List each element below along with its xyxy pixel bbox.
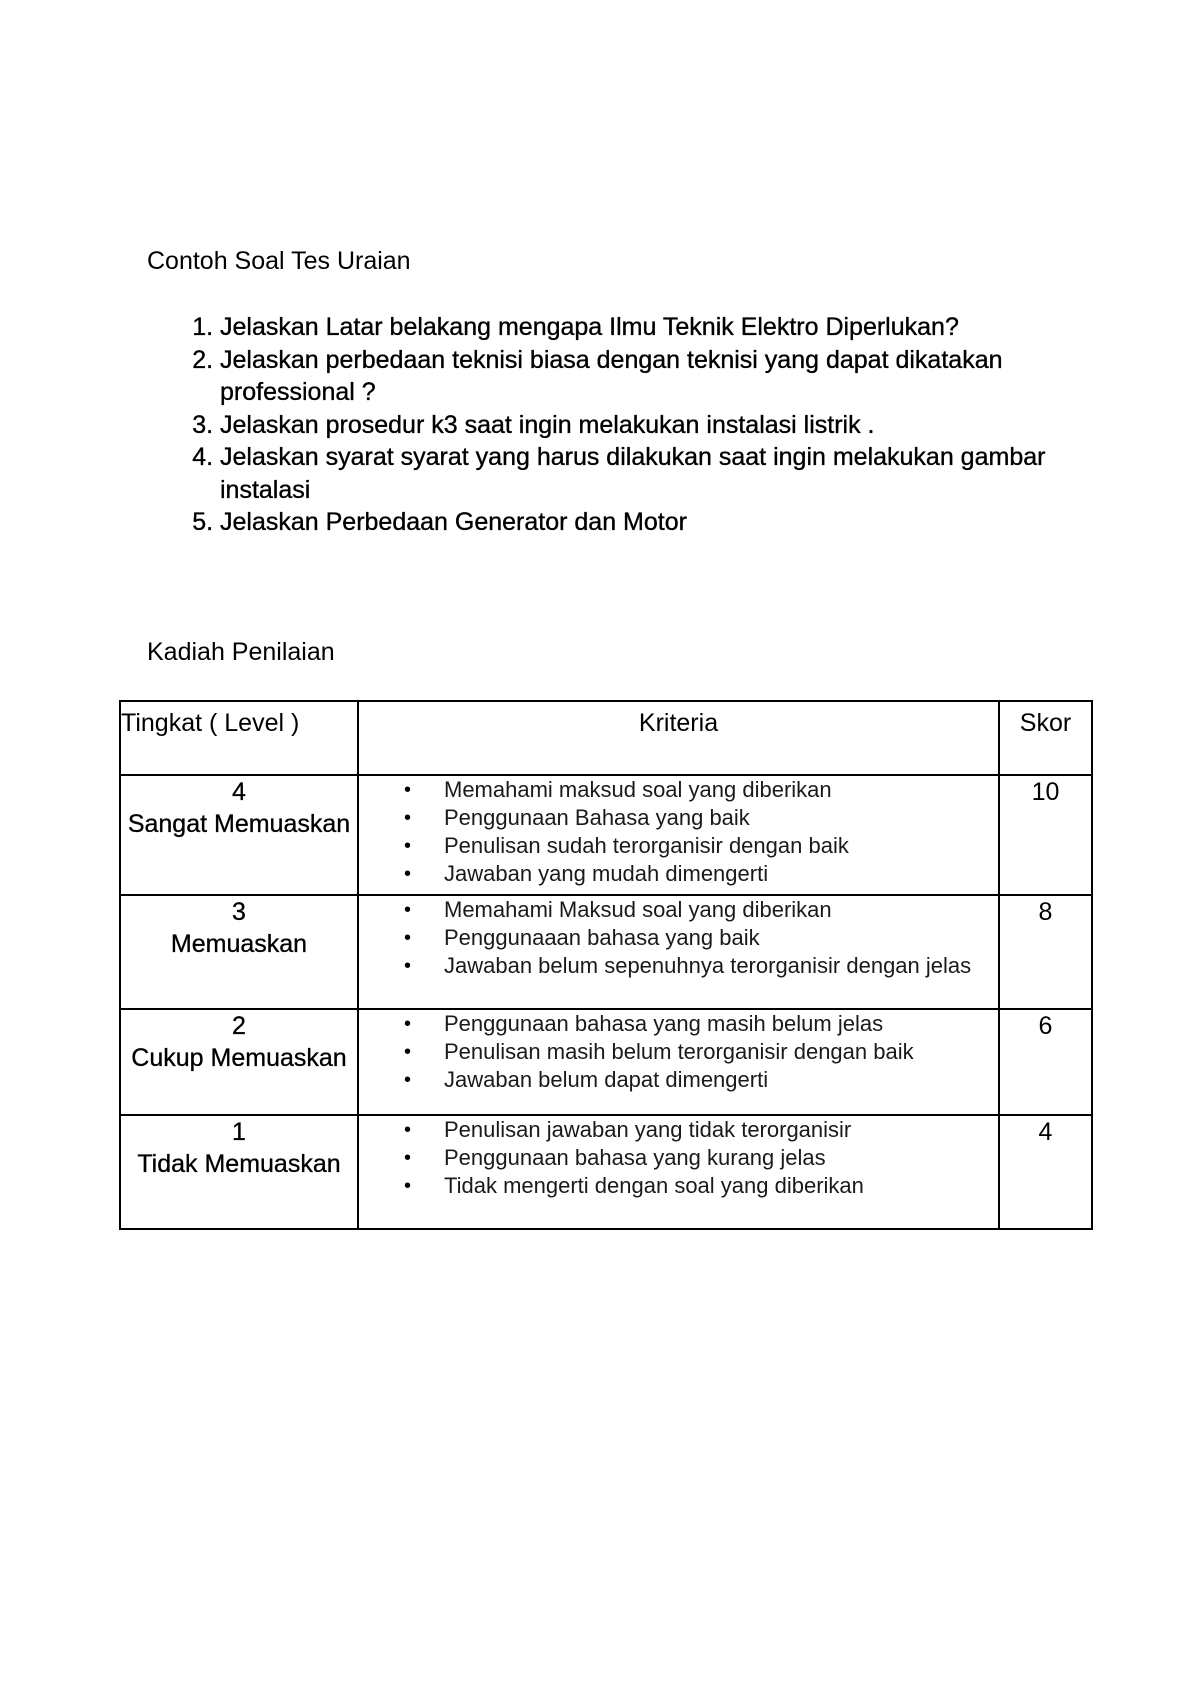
level-number: 3 <box>232 898 246 926</box>
criteria-item: • Penggunaan Bahasa yang baik <box>404 805 750 830</box>
bullet-icon: • <box>404 835 412 857</box>
bullet-icon: • <box>404 1069 412 1091</box>
level-cell <box>120 1009 358 1115</box>
criteria-item: • Penulisan masih belum terorganisir dengan baik <box>404 1039 914 1064</box>
bullet-icon: • <box>404 807 412 829</box>
criteria-item: • Memahami maksud soal yang diberikan <box>404 777 832 802</box>
criteria-item: • Penulisan sudah terorganisir dengan baik <box>404 833 849 858</box>
question-item: 3. Jelaskan prosedur k3 saat ingin melakukan instalasi listrik . <box>220 409 1120 442</box>
criteria-cell <box>358 775 999 895</box>
criteria-list <box>359 1116 998 1200</box>
level-cell <box>120 775 358 895</box>
question-list <box>180 311 1120 539</box>
bullet-icon: • <box>404 1119 412 1141</box>
question-item: 4. Jelaskan syarat syarat yang harus dilakukan saat ingin melakukan gambar instalasi <box>220 441 1120 506</box>
bullet-icon: • <box>404 955 412 977</box>
bullet-icon: • <box>404 927 412 949</box>
criteria-item: • Penggunaaan bahasa yang baik <box>404 925 760 950</box>
level-name: Memuaskan <box>170 930 308 958</box>
level-number: 1 <box>232 1118 246 1146</box>
bullet-icon: • <box>404 779 412 801</box>
bullet-icon: • <box>404 863 412 885</box>
question-item: 2. Jelaskan perbedaan teknisi biasa dengan teknisi yang dapat dikatakan professional ? <box>220 344 1120 409</box>
rubric-table <box>119 700 1093 1230</box>
bullet-icon: • <box>404 1147 412 1169</box>
score-cell: 8 <box>999 895 1092 1009</box>
score-cell: 10 <box>999 775 1092 895</box>
question-item: 5. Jelaskan Perbedaan Generator dan Motor <box>220 506 1120 539</box>
score-cell: 4 <box>999 1115 1092 1229</box>
level-cell <box>120 1115 358 1229</box>
criteria-list <box>359 776 998 888</box>
rubric-header-row <box>120 701 1092 775</box>
criteria-item: • Penulisan jawaban yang tidak terorganisir <box>404 1117 852 1142</box>
rubric-row <box>120 775 1092 895</box>
criteria-item: • Penggunaan bahasa yang masih belum jelas <box>404 1011 884 1036</box>
bullet-icon: • <box>404 1175 412 1197</box>
rubric-row <box>120 895 1092 1009</box>
rubric-row <box>120 1009 1092 1115</box>
criteria-cell <box>358 1115 999 1229</box>
rubric-row <box>120 1115 1092 1229</box>
level-name: Tidak Memuaskan <box>137 1150 341 1178</box>
criteria-cell <box>358 895 999 1009</box>
criteria-item: • Tidak mengerti dengan soal yang diberikan <box>404 1173 864 1198</box>
level-name: Sangat Memuaskan <box>127 810 351 838</box>
bullet-icon: • <box>404 899 412 921</box>
criteria-cell <box>358 1009 999 1115</box>
criteria-list <box>359 1010 998 1094</box>
level-number: 4 <box>232 778 246 806</box>
criteria-item: • Jawaban belum dapat dimengerti <box>404 1067 769 1092</box>
criteria-list <box>359 896 998 980</box>
bullet-icon: • <box>404 1041 412 1063</box>
level-number: 2 <box>232 1012 246 1040</box>
questions-title: Contoh Soal Tes Uraian <box>147 247 411 275</box>
criteria-item: • Jawaban yang mudah dimengerti <box>404 861 769 886</box>
header-level: Tingkat ( Level ) <box>120 701 358 775</box>
criteria-item: • Penggunaan bahasa yang kurang jelas <box>404 1145 826 1170</box>
level-cell <box>120 895 358 1009</box>
question-item: 1. Jelaskan Latar belakang mengapa Ilmu Teknik Elektro Diperlukan? <box>220 311 1120 344</box>
level-name: Cukup Memuaskan <box>131 1044 347 1072</box>
score-cell: 6 <box>999 1009 1092 1115</box>
header-criteria: Kriteria <box>358 701 999 775</box>
criteria-item: • Memahami Maksud soal yang diberikan <box>404 897 832 922</box>
rubric-title: Kadiah Penilaian <box>147 638 335 666</box>
bullet-icon: • <box>404 1013 412 1035</box>
criteria-item: • Jawaban belum sepenuhnya terorganisir dengan jelas <box>404 953 972 978</box>
header-score: Skor <box>999 701 1092 775</box>
